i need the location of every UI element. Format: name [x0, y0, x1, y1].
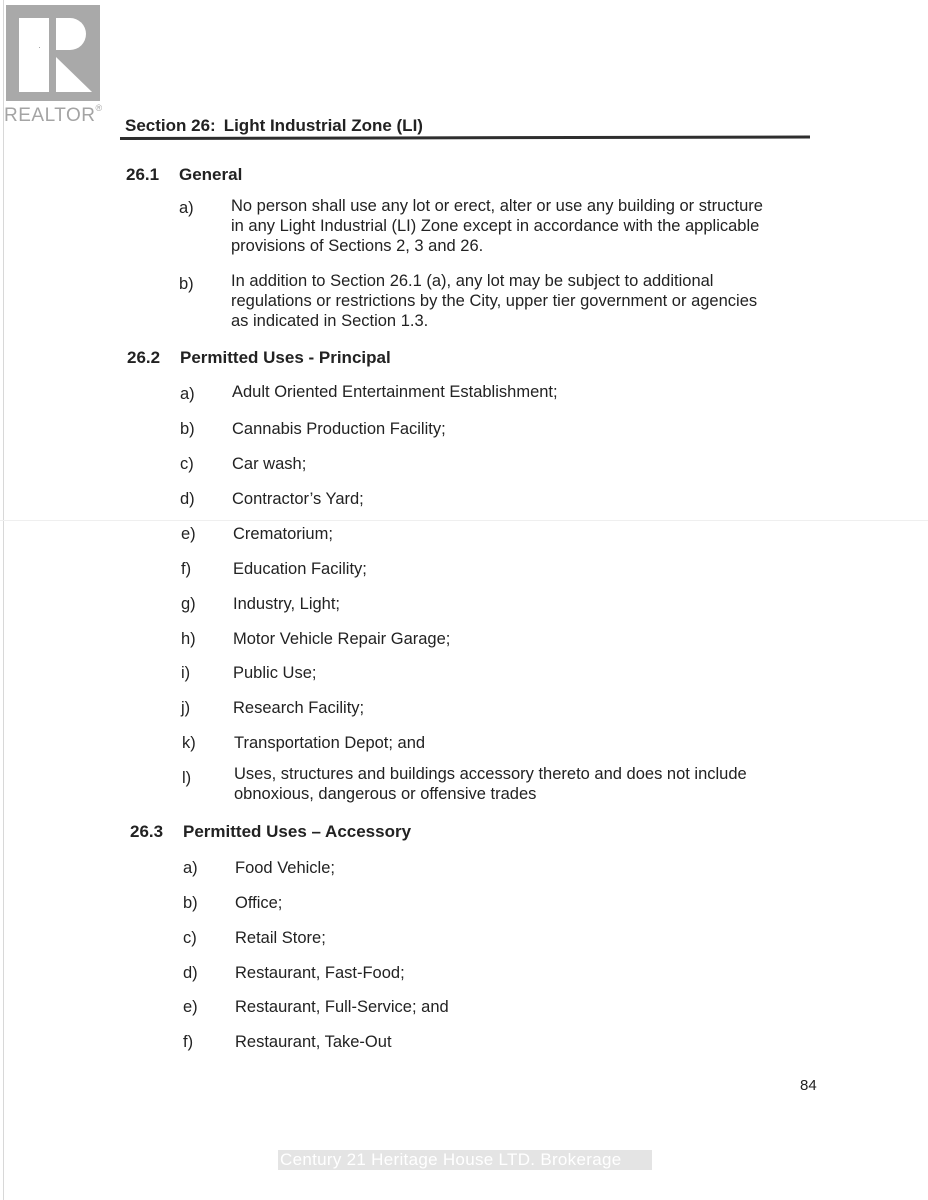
page-left-edge: [3, 0, 4, 1200]
section-number: Section 26:: [125, 116, 216, 135]
item-text-line: Uses, structures and buildings accessory thereto and does not include: [234, 765, 747, 783]
item-marker: c): [180, 455, 194, 473]
item-text-line: Public Use;: [233, 664, 317, 682]
item-text-line: Crematorium;: [233, 525, 333, 543]
item-marker: d): [180, 490, 195, 508]
item-marker: b): [180, 420, 195, 438]
item-text-line: In addition to Section 26.1 (a), any lot may be subject to additional: [231, 272, 714, 290]
item-text-line: No person shall use any lot or erect, alter or use any building or structure: [231, 197, 763, 215]
item-marker: b): [183, 894, 198, 912]
item-marker: g): [181, 595, 196, 613]
subsection-heading-26-3: [130, 822, 411, 842]
page-number: 84: [800, 1077, 817, 1094]
item-text-line: Cannabis Production Facility;: [232, 420, 446, 438]
item-text-line: Office;: [235, 894, 283, 912]
subsection-title: Permitted Uses – Accessory: [183, 822, 412, 841]
item-marker: d): [183, 964, 198, 982]
item-text-line: Transportation Depot; and: [234, 734, 426, 752]
item-marker: f): [183, 1033, 194, 1051]
item-marker: j): [181, 699, 191, 717]
subsection-number: 26.2: [127, 348, 161, 367]
item-text-line: Research Facility;: [233, 699, 365, 717]
item-text-line: obnoxious, dangerous or offensive trades: [234, 785, 537, 803]
item-text-line: Restaurant, Fast-Food;: [235, 964, 405, 982]
item-marker: b): [179, 275, 194, 293]
item-marker: l): [182, 769, 192, 787]
item-marker: i): [181, 664, 191, 682]
scan-seam: [0, 520, 928, 521]
item-marker: h): [181, 630, 196, 648]
item-text-line: Food Vehicle;: [235, 859, 335, 877]
item-text-line: Industry, Light;: [233, 595, 341, 613]
item-marker: a): [183, 859, 198, 877]
item-text-line: Adult Oriented Entertainment Establishment;: [232, 383, 558, 401]
item-marker: a): [180, 385, 195, 403]
item-marker: f): [181, 560, 192, 578]
subsection-heading-26-1: [126, 165, 242, 185]
item-text-line: Restaurant, Full-Service; and: [235, 998, 449, 1016]
section-title: [125, 116, 423, 136]
item-text-line: in any Light Industrial (LI) Zone except in accordance with the applicable: [231, 217, 760, 235]
realtor-r-icon: [6, 5, 100, 101]
item-text-line: Contractor’s Yard;: [232, 490, 364, 508]
subsection-title: Permitted Uses - Principal: [180, 348, 391, 367]
item-marker: c): [183, 929, 197, 947]
section-name: Light Industrial Zone (LI): [223, 116, 423, 135]
subsection-number: 26.1: [126, 165, 160, 184]
item-text-line: Retail Store;: [235, 929, 326, 947]
item-marker: e): [183, 998, 198, 1016]
brokerage-watermark: Century 21 Heritage House LTD. Brokerage: [278, 1150, 652, 1170]
item-text-line: as indicated in Section 1.3.: [231, 312, 429, 330]
item-text-line: Restaurant, Take-Out: [235, 1033, 392, 1051]
subsection-title: General: [179, 165, 243, 184]
item-text-line: Car wash;: [232, 455, 307, 473]
section-divider: [120, 136, 810, 140]
subsection-heading-26-2: [127, 348, 391, 368]
realtor-logo: [4, 5, 103, 126]
item-marker: k): [182, 734, 196, 752]
item-marker: e): [181, 525, 196, 543]
item-text-line: Motor Vehicle Repair Garage;: [233, 630, 451, 648]
item-text-line: regulations or restrictions by the City, upper tier government or agencies: [231, 292, 758, 310]
realtor-wordmark: REALTOR®: [4, 103, 103, 126]
item-text-line: provisions of Sections 2, 3 and 26.: [231, 237, 484, 255]
item-marker: a): [179, 199, 194, 217]
item-text-line: Education Facility;: [233, 560, 367, 578]
subsection-number: 26.3: [130, 822, 164, 841]
